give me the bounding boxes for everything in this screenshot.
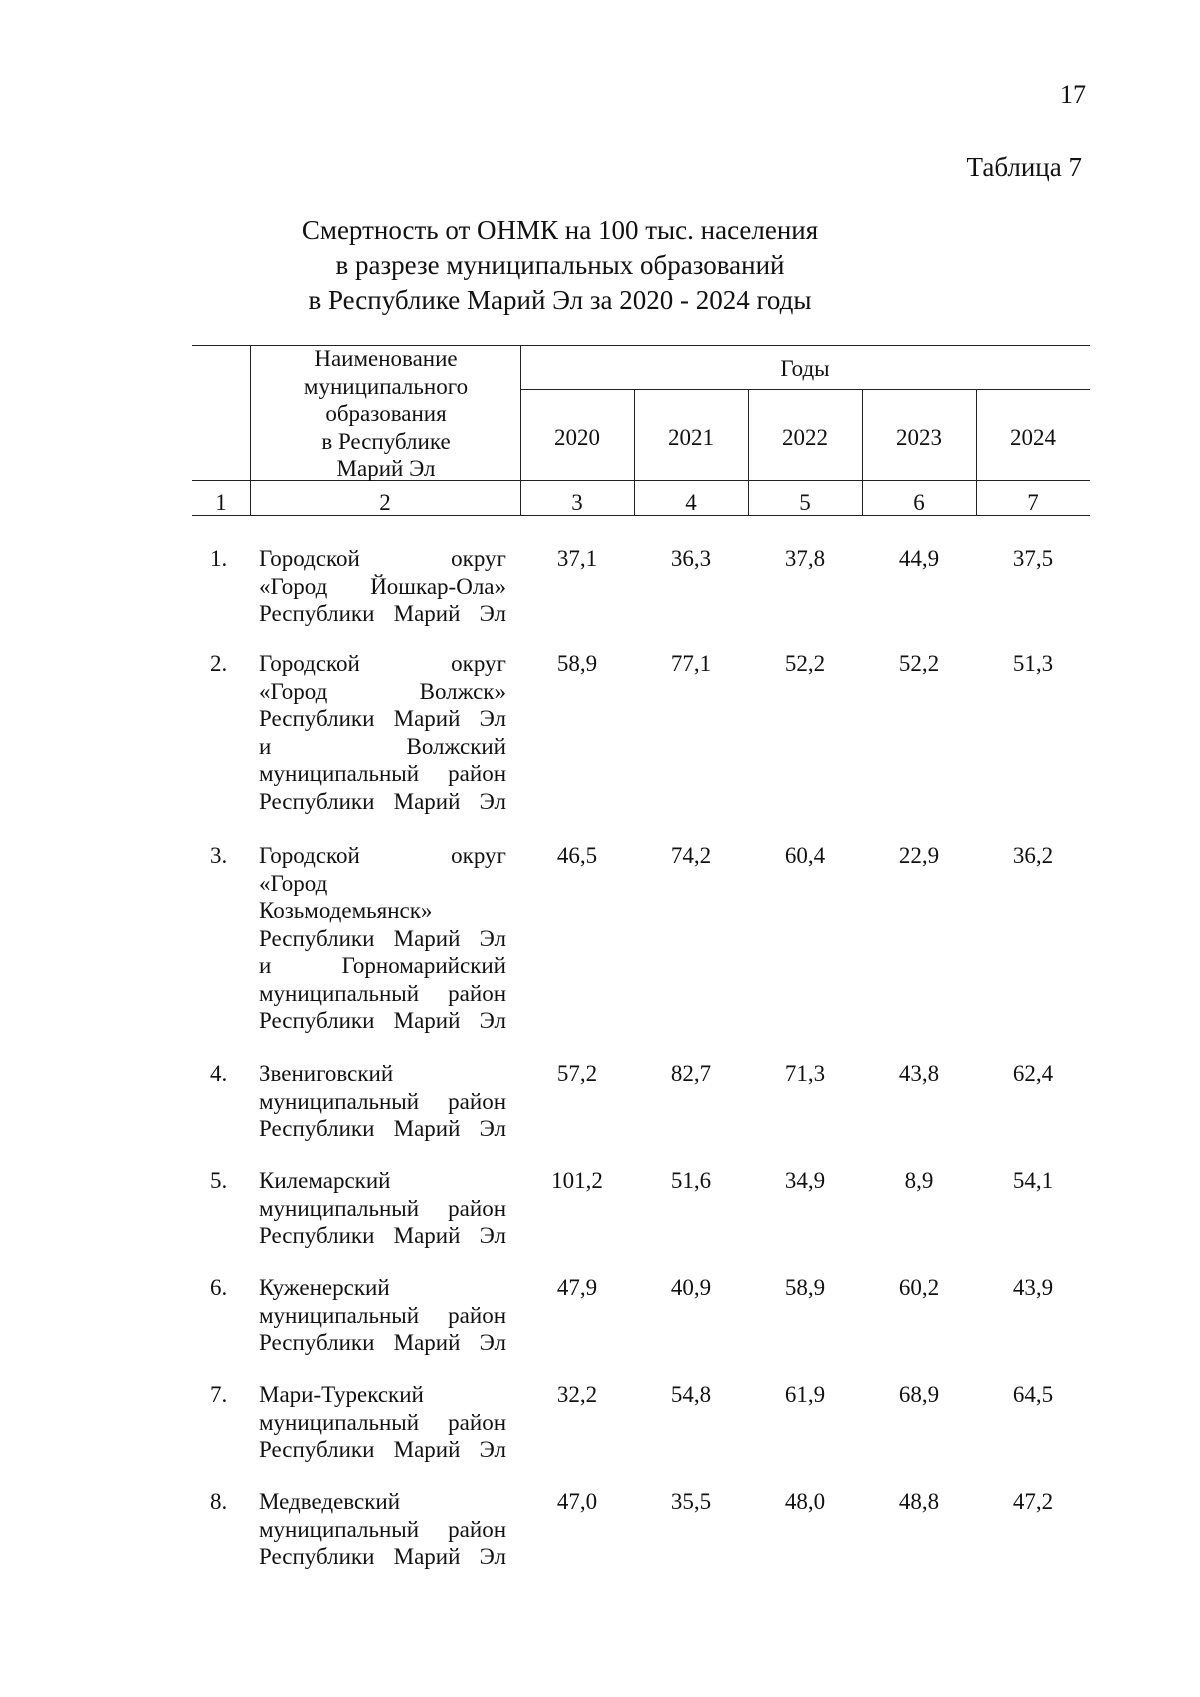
municipality-name-line: Республики Марий Эл	[259, 1544, 506, 1569]
value-cell: 54,1	[1012, 1168, 1054, 1193]
value-cell: 101,2	[551, 1168, 603, 1193]
header-year: 2022	[782, 425, 828, 450]
header-name-line: муниципального	[303, 373, 469, 399]
column-number: 4	[685, 490, 697, 515]
municipality-name-line: Республики Марий Эл	[259, 925, 506, 951]
title-line: в Республике Марий Эл за 2020 - 2024 годы	[308, 285, 812, 315]
header-year: 2021	[668, 425, 714, 450]
value-cell: 48,0	[784, 1489, 826, 1514]
municipality-name-line: Республики Марий Эл	[259, 706, 506, 731]
municipality-name-line: муниципальный район	[259, 1195, 506, 1221]
value-cell: 64,5	[1012, 1382, 1054, 1407]
municipality-name-line: и Горномарийский	[259, 953, 506, 978]
value-cell: 32,2	[556, 1382, 598, 1407]
value-cell: 47,0	[556, 1489, 598, 1514]
municipality-name-line: Козьмодемьянск»	[259, 898, 433, 923]
row-index: 8.	[210, 1489, 228, 1514]
header-year: 2024	[1010, 425, 1056, 450]
value-cell: 48,8	[898, 1489, 940, 1514]
value-cell: 60,2	[898, 1275, 940, 1300]
column-number: 1	[215, 490, 227, 515]
value-cell: 52,2	[784, 651, 826, 676]
column-number: 6	[913, 490, 925, 515]
municipality-name-line: Республики Марий Эл	[259, 1437, 506, 1462]
title-line: в разрезе муниципальных образований	[335, 250, 785, 280]
row-index: 6.	[210, 1275, 228, 1300]
municipality-name-line: Городской округ	[259, 546, 506, 571]
municipality-name	[259, 1488, 506, 1571]
municipality-name-line: Городской округ	[259, 651, 506, 676]
municipality-name-line: «Город Волжск»	[259, 678, 506, 704]
page-number: 17	[1060, 80, 1086, 109]
table-label: Таблица 7	[966, 152, 1082, 182]
column-number: 3	[571, 490, 583, 515]
municipality-name-line: Куженерский	[259, 1275, 390, 1300]
municipality-name	[259, 1060, 506, 1143]
header-name-line: Марий Эл	[336, 456, 436, 481]
value-cell: 43,8	[898, 1061, 940, 1086]
row-index: 5.	[210, 1168, 228, 1193]
municipality-name	[259, 1274, 506, 1357]
header-name-line: образования	[325, 401, 447, 426]
value-cell: 36,3	[670, 546, 712, 571]
value-cell: 44,9	[898, 546, 940, 571]
value-cell: 51,6	[670, 1168, 712, 1193]
row-index: 3.	[210, 843, 228, 868]
municipality-name-line: муниципальный район	[259, 1088, 506, 1114]
value-cell: 54,8	[670, 1382, 712, 1407]
value-cell: 35,5	[670, 1489, 712, 1514]
header-name-line: в Республике	[321, 428, 451, 454]
municipality-name-line: Республики Марий Эл	[259, 1330, 506, 1355]
municipality-name-line: Медведевский	[259, 1489, 401, 1514]
value-cell: 37,8	[784, 546, 826, 571]
municipality-name-line: муниципальный район	[259, 1302, 506, 1328]
header-name-line: Наименование	[314, 346, 458, 371]
value-cell: 68,9	[898, 1382, 940, 1407]
value-cell: 74,2	[670, 843, 712, 868]
value-cell: 46,5	[556, 843, 598, 868]
value-cell: 47,2	[1012, 1489, 1054, 1514]
municipality-name-line: муниципальный район	[259, 980, 506, 1006]
value-cell: 58,9	[784, 1275, 826, 1300]
header-municipality-name	[250, 345, 522, 483]
value-cell: 71,3	[784, 1061, 826, 1086]
municipality-name-line: Мари-Турекский	[259, 1382, 424, 1407]
value-cell: 37,5	[1012, 546, 1054, 571]
municipality-name-line: Республики Марий Эл	[259, 601, 506, 626]
value-cell: 77,1	[670, 651, 712, 676]
value-cell: 58,9	[556, 651, 598, 676]
municipality-name	[259, 842, 506, 1035]
municipality-name	[259, 1381, 506, 1464]
header-years: Годы	[780, 356, 830, 381]
municipality-name-line: муниципальный район	[259, 761, 506, 786]
value-cell: 40,9	[670, 1275, 712, 1300]
header-year: 2023	[896, 425, 942, 450]
municipality-name-line: Городской округ	[259, 843, 506, 868]
municipality-name-line: Звениговский	[259, 1061, 394, 1086]
value-cell: 22,9	[898, 843, 940, 868]
municipality-name-line: Килемарский	[259, 1168, 391, 1193]
value-cell: 51,3	[1012, 651, 1054, 676]
value-cell: 62,4	[1012, 1061, 1054, 1086]
municipality-name	[259, 1167, 506, 1250]
column-number: 2	[379, 490, 391, 515]
municipality-name-line: «Город Йошкар-Ола»	[259, 573, 506, 599]
years-subheader-rule	[520, 389, 1090, 390]
value-cell: 61,9	[784, 1382, 826, 1407]
municipality-name-line: муниципальный район	[259, 1516, 506, 1542]
municipality-name-line: и Волжский	[259, 733, 506, 759]
value-cell: 47,9	[556, 1275, 598, 1300]
value-cell: 37,1	[556, 546, 598, 571]
value-cell: 36,2	[1012, 843, 1054, 868]
title-line: Смертность от ОНМК на 100 тыс. населения	[301, 215, 819, 245]
municipality-name-line: муниципальный район	[259, 1409, 506, 1435]
table-title	[200, 213, 920, 318]
municipality-name	[259, 650, 506, 815]
value-cell: 57,2	[556, 1061, 598, 1086]
municipality-name-line: Республики Марий Эл	[259, 788, 506, 814]
value-cell: 8,9	[904, 1168, 934, 1193]
value-cell: 82,7	[670, 1061, 712, 1086]
value-cell: 43,9	[1012, 1275, 1054, 1300]
row-index: 2.	[210, 651, 228, 676]
municipality-name-line: Республики Марий Эл	[259, 1116, 506, 1141]
header-year: 2020	[554, 425, 600, 450]
column-number: 5	[799, 490, 811, 515]
column-number: 7	[1027, 490, 1039, 515]
municipality-name-line: Республики Марий Эл	[259, 1008, 506, 1033]
value-cell: 52,2	[898, 651, 940, 676]
value-cell: 60,4	[784, 843, 826, 868]
row-index: 4.	[210, 1061, 228, 1086]
row-index: 1.	[210, 546, 228, 571]
municipality-name-line: Республики Марий Эл	[259, 1223, 506, 1248]
municipality-name-line: «Город	[259, 870, 328, 896]
row-index: 7.	[210, 1382, 228, 1407]
municipality-name	[259, 545, 506, 628]
value-cell: 34,9	[784, 1168, 826, 1193]
